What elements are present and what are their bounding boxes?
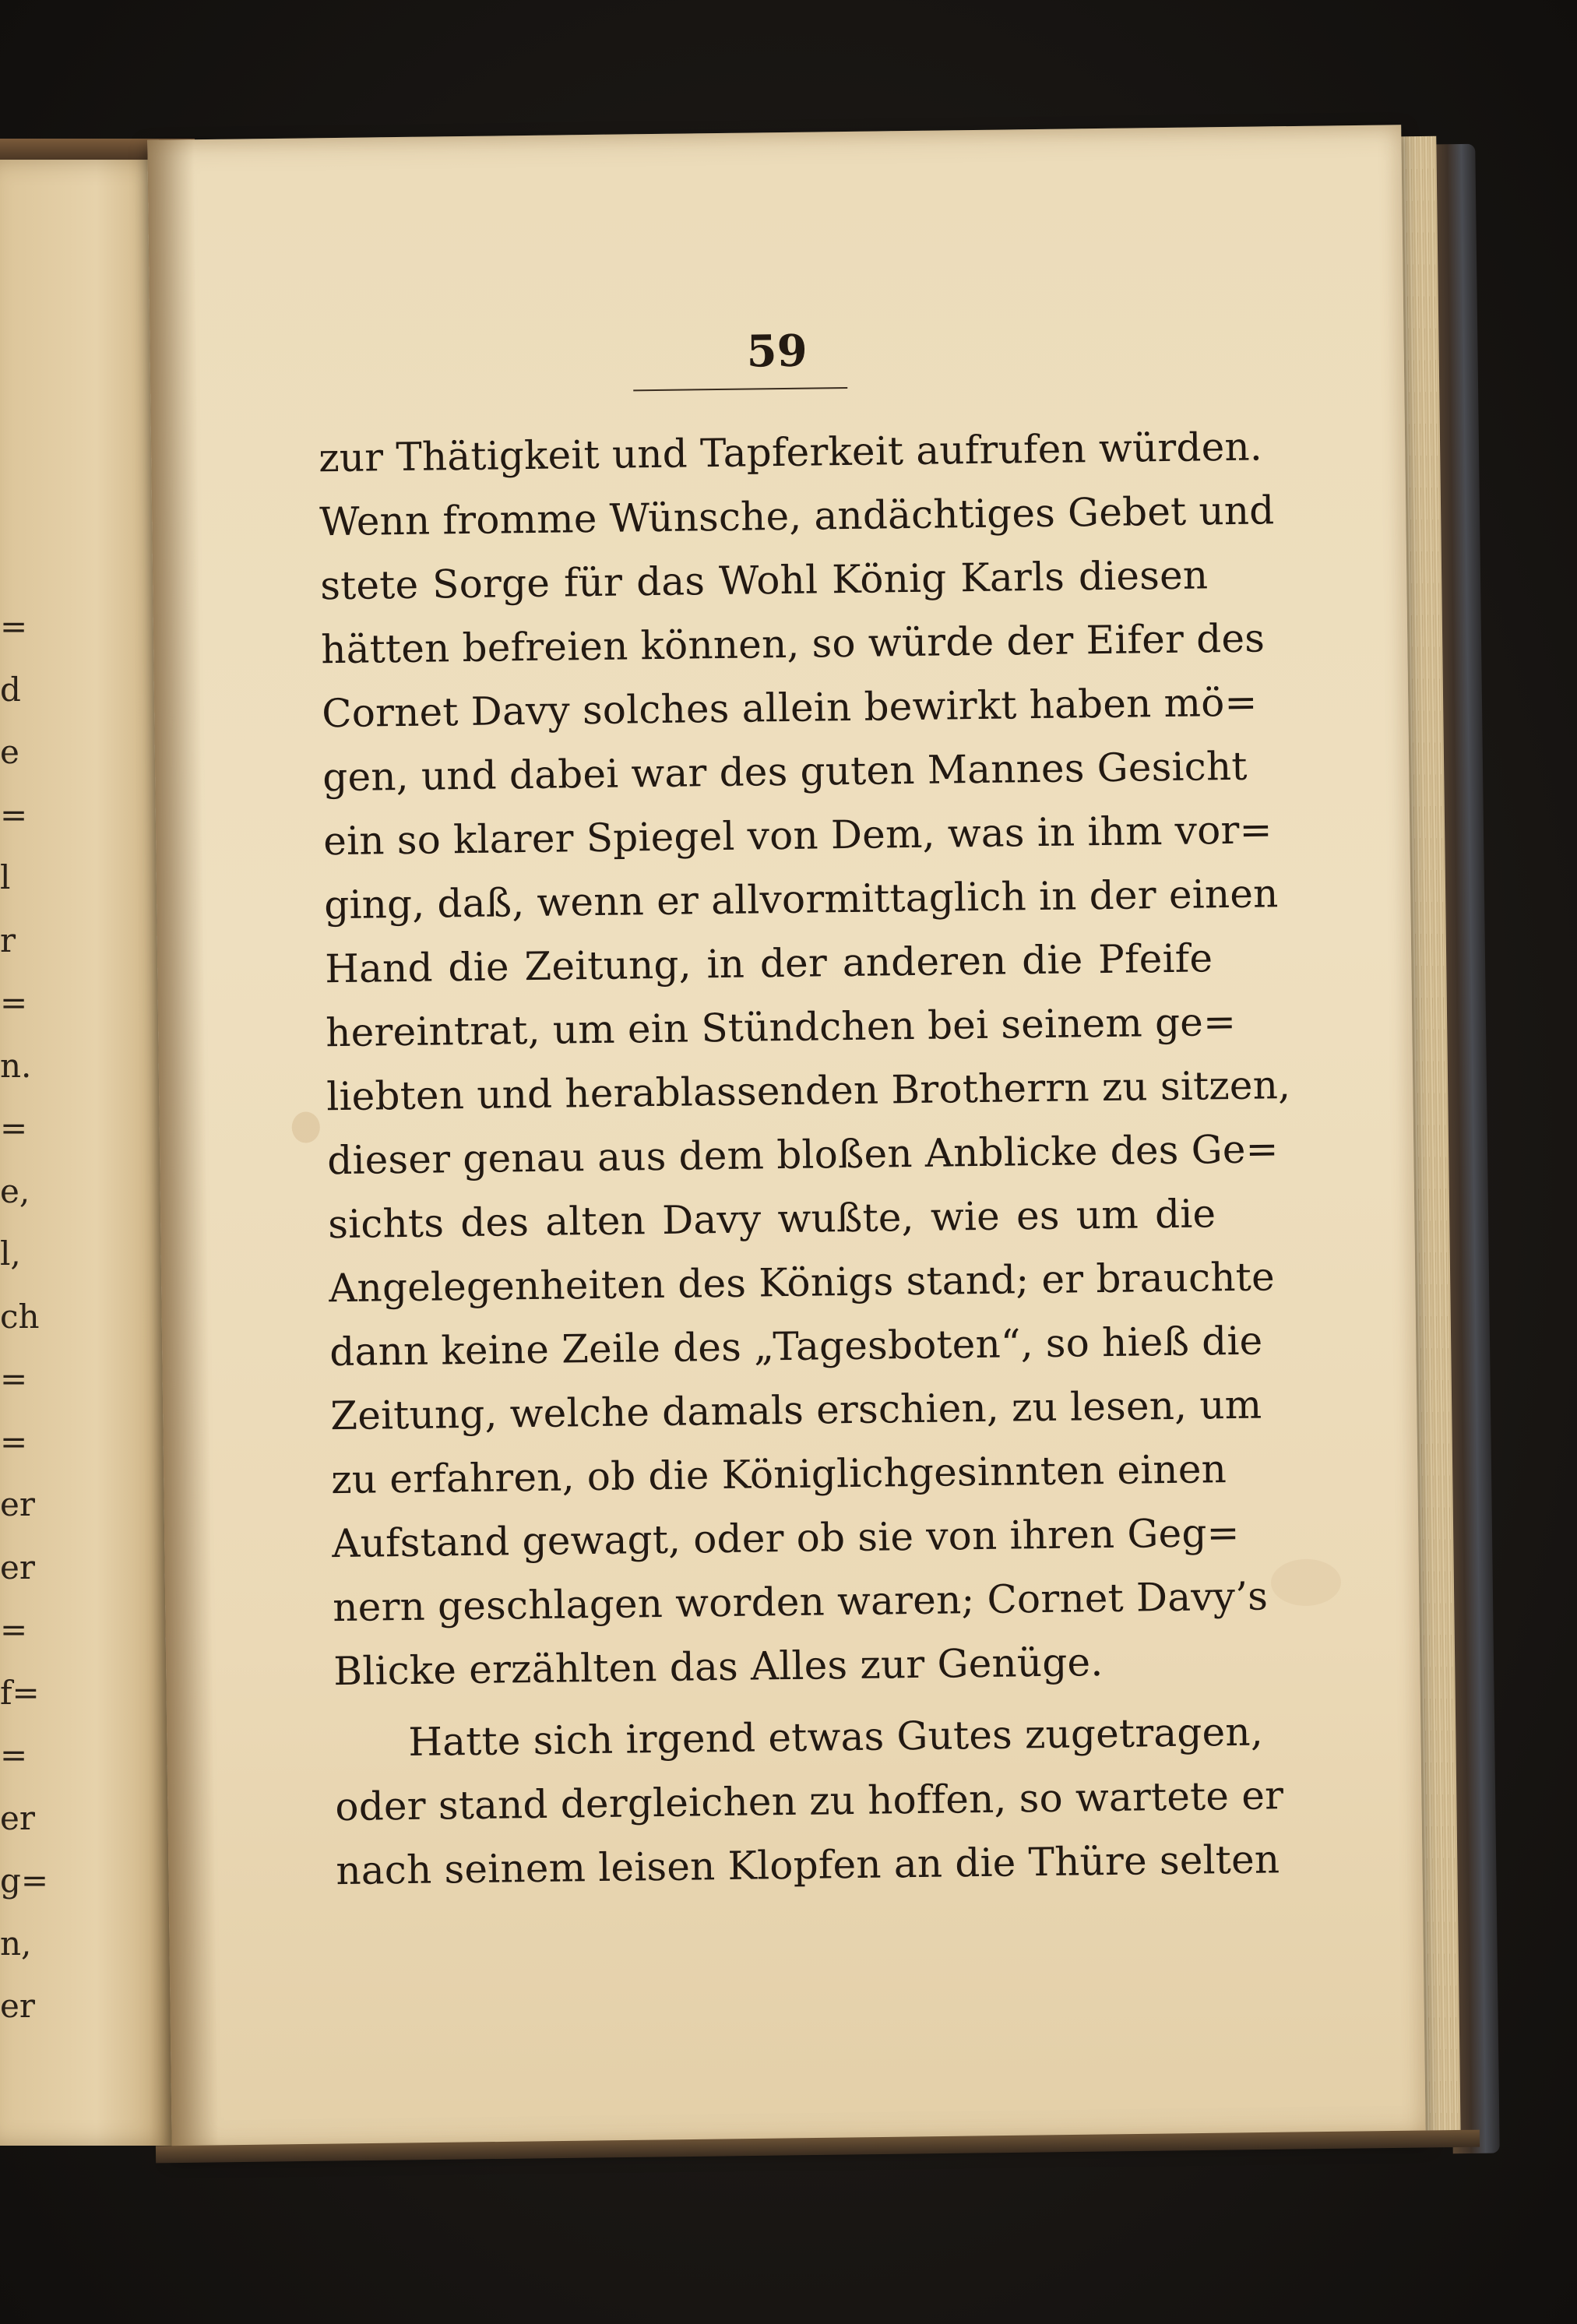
text-line: Blicke erzählten das Alles zur Genüge. [333,1639,1104,1695]
edge-letter: = [0,984,28,1022]
text-line: sichts des alten Davy wußte, wie es um die [327,1191,1216,1248]
edge-letter: r [0,921,16,960]
text-line: hätten befreien können, so würde der Eifer des [320,615,1265,673]
paper-stain [1271,1558,1342,1606]
book-page [147,125,1425,2153]
body-text [318,415,1291,1903]
edge-letter: er [0,1548,35,1586]
text-line: Hand die Zeitung, in der anderen die Pfeife [324,935,1213,992]
text-line: Hatte sich irgend etwas Gutes zugetragen, [408,1709,1264,1765]
edge-letter: = [0,607,28,646]
text-line: zur Thätigkeit und Tapferkeit aufrufen würden. [318,424,1263,481]
edge-letter: er [0,1987,35,2025]
text-line: dieser genau aus dem bloßen Anblicke des Ge= [326,1126,1280,1184]
text-line: oder stand dergleichen zu hoffen, so wartete er [335,1773,1284,1830]
edge-letter: = [0,795,28,834]
edge-letter: e [0,733,19,771]
edge-letter: l [0,858,11,896]
facing-page-left [0,160,175,2146]
edge-letter: ch [0,1297,40,1336]
text-line: zu erfahren, ob die Königlichgesinnten einen [330,1446,1227,1503]
edge-letter: l, [0,1234,21,1273]
text-line: ging, daß, wenn er allvormittaglich in der einen [323,871,1279,928]
edge-letter: g= [0,1861,49,1900]
text-line: stete Sorge für das Wohl König Karls diesen [319,552,1209,609]
edge-letter: = [0,1109,28,1147]
text-line: ein so klarer Spiegel von Dem, was in ihm vor= [322,807,1273,864]
text-line: dann keine Zeile des „Tagesboten“, so hieß die [329,1318,1263,1375]
edge-letter: f= [0,1673,40,1712]
edge-letter: er [0,1485,35,1523]
text-line: Aufstand gewagt, oder ob sie von ihren Geg= [331,1509,1241,1567]
edge-letter: er [0,1798,35,1837]
text-line: gen, und dabei war des guten Mannes Gesicht [322,743,1248,801]
text-line: Wenn fromme Wünsche, andächtiges Gebet und [319,488,1275,545]
edge-letter: = [0,1360,28,1398]
edge-letter: = [0,1611,28,1649]
text-line: hereintrat, um ein Stündchen bei seinem ge= [325,998,1237,1056]
page-number: 59 [746,325,808,378]
edge-letter: n. [0,1046,32,1085]
text-line: Zeitung, welche damals erschien, zu lesen, um [329,1382,1262,1439]
text-line: Cornet Davy solches allein bewirkt haben mö= [321,679,1258,737]
edge-letter: = [0,1422,28,1461]
facing-page-text-fragments [0,596,49,2038]
text-line: Angelegenheiten des Königs stand; er brauchte [328,1254,1276,1312]
paper-stain [292,1111,320,1143]
edge-letter: = [0,1736,28,1774]
text-line: nach seinem leisen Klopfen an die Thüre selten [336,1836,1280,1894]
text-line: liebten und herablassenden Brotherrn zu sitzen, [326,1062,1291,1120]
edge-letter: n, [0,1924,32,1963]
text-line: nern geschlagen worden waren; Cornet Davy’s [332,1573,1269,1631]
edge-letter: e, [0,1171,30,1210]
page-number-rule [633,387,847,391]
edge-letter: d [0,670,21,709]
